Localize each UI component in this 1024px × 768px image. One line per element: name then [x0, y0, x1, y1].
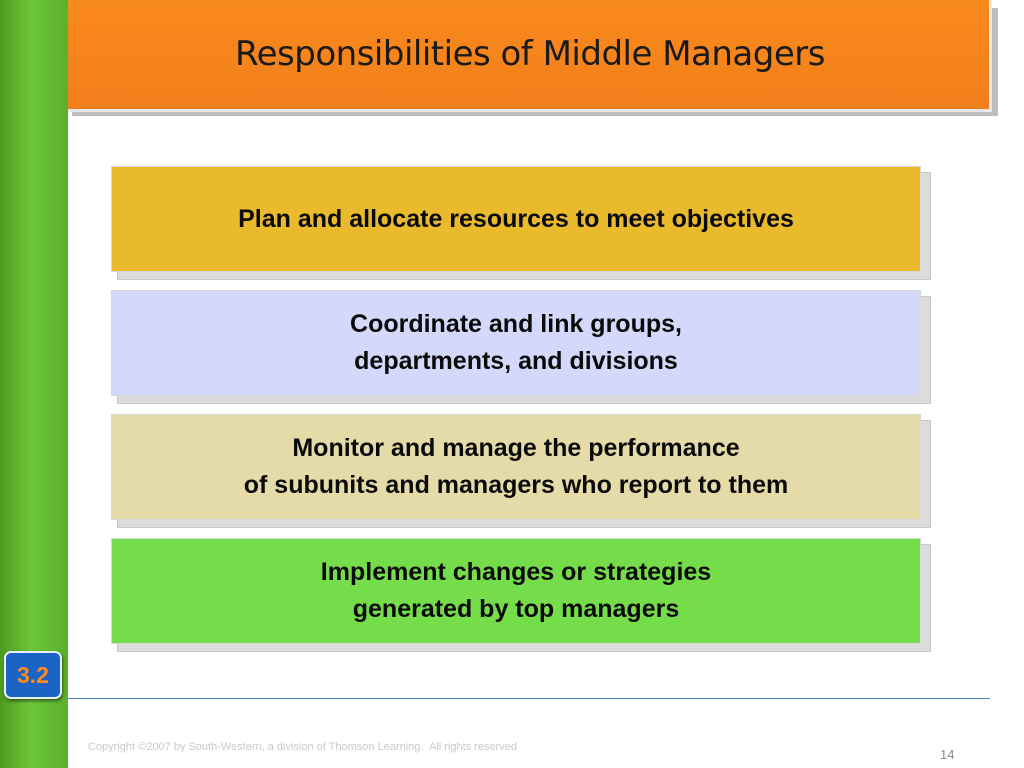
- responsibility-box-plan: [111, 166, 921, 272]
- copyright-notice: Copyright ©2007 by South-Western, a division of Thomson Learning. All rights reserved: [88, 741, 517, 753]
- responsibility-text: Monitor and manage the performance of subunits and managers who report to them: [243, 434, 789, 499]
- responsibility-box-implement: [111, 538, 921, 644]
- page-number: 14: [940, 747, 955, 762]
- footer-divider: [68, 698, 990, 699]
- responsibility-box-monitor: [111, 414, 921, 520]
- responsibility-box-coordinate: [111, 290, 921, 396]
- responsibility-text: Implement changes or strategies generated by top managers: [320, 558, 712, 623]
- section-badge: 3.2: [4, 651, 62, 699]
- slide-title: Responsibilities of Middle Managers: [235, 34, 825, 74]
- responsibility-text: Coordinate and link groups, departments, and divisions: [350, 310, 682, 375]
- responsibility-text: Plan and allocate resources to meet objectives: [238, 204, 794, 233]
